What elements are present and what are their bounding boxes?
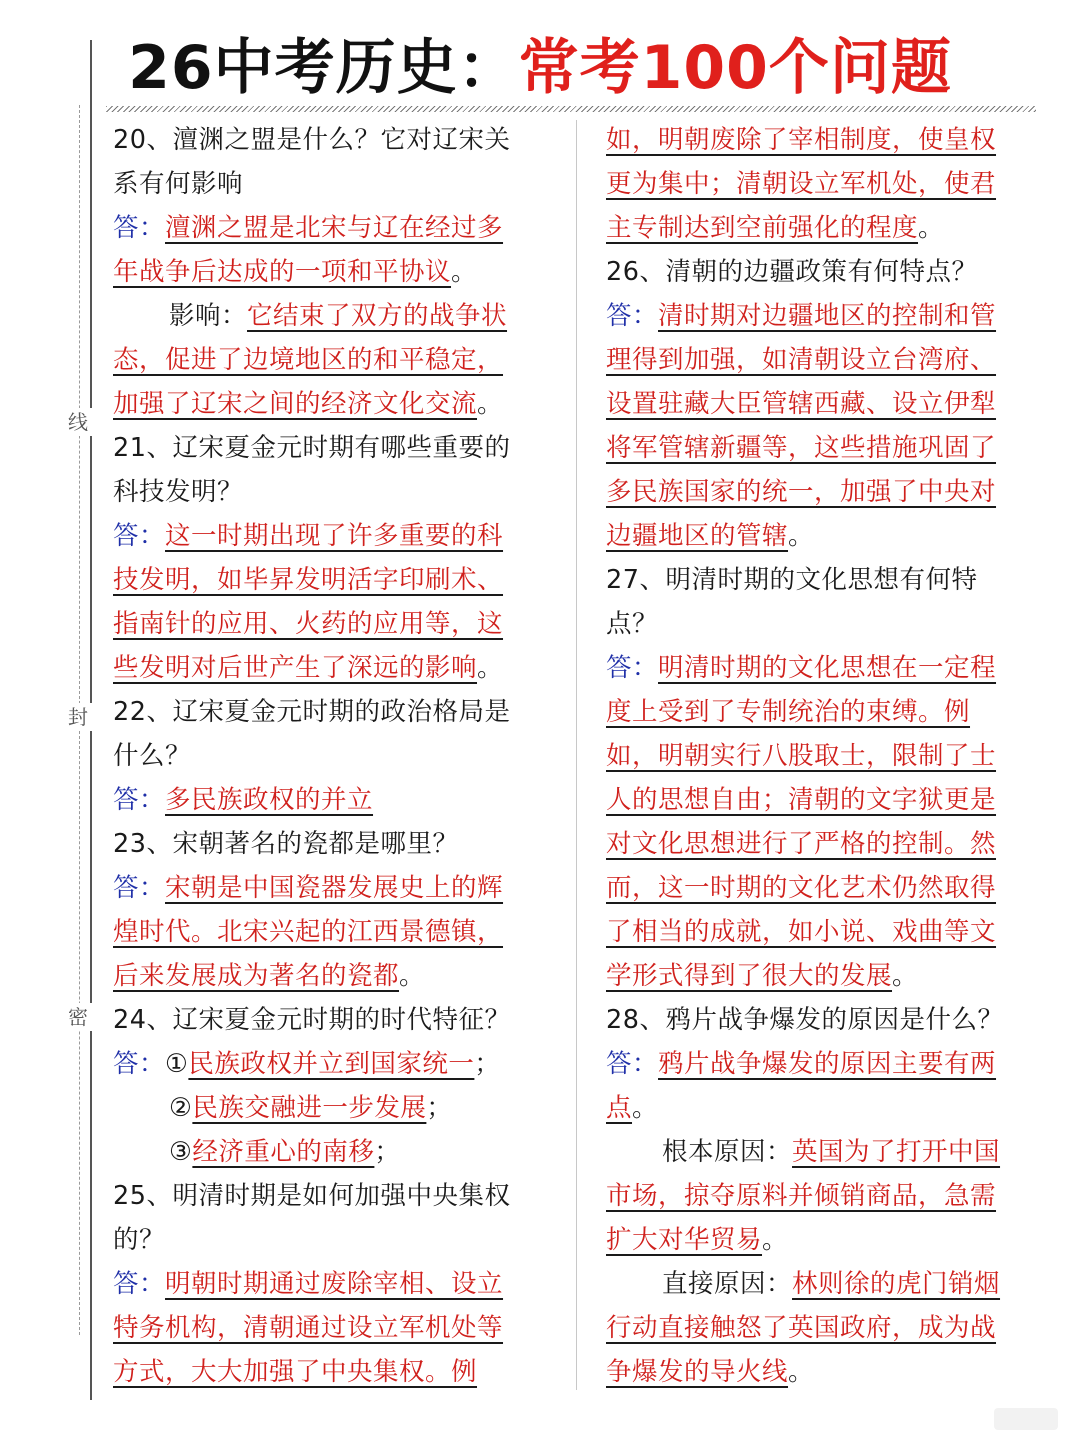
plain-text: 。: [399, 961, 426, 991]
text-line: [113, 822, 553, 866]
question-text: 22、辽宋夏金元时期的政治格局是: [113, 697, 511, 727]
answer-text: 明清时期的文化思想在一定程: [658, 653, 997, 683]
text-line: [606, 118, 1046, 162]
question-text: 27、明清时期的文化思想有何特: [606, 565, 978, 595]
answer-text: 特务机构，清朝通过设立军机处等: [113, 1313, 504, 1343]
answer-text: 宋朝是中国瓷器发展史上的辉: [165, 873, 504, 903]
plain-text: ；: [474, 1049, 501, 1079]
title-divider: [106, 106, 1036, 112]
text-line: [113, 1130, 553, 1174]
answer-text: 争爆发的导火线: [606, 1357, 789, 1387]
answer-text: 指南针的应用、火药的应用等，这: [113, 609, 504, 639]
text-line: [606, 1042, 1046, 1086]
answer-text: 更为集中；清朝设立军机处，使君: [606, 169, 997, 199]
answer-text: 煌时代。北宋兴起的江西景德镇，: [113, 917, 504, 947]
question-text: 20、澶渊之盟是什么？它对辽宋关: [113, 125, 511, 155]
answer-label: 答：: [606, 1049, 659, 1079]
right-column: [606, 118, 1046, 1394]
text-line: [606, 602, 1046, 646]
answer-text: 了相当的成就，如小说、戏曲等文: [606, 917, 997, 947]
text-line: [113, 1218, 553, 1262]
answer-text: 对文化思想进行了严格的控制。然: [606, 829, 997, 859]
plain-text: 。: [788, 1357, 815, 1387]
title-highlight: 常考100个问题: [518, 33, 952, 103]
text-line: [606, 1218, 1046, 1262]
left-column: [113, 118, 553, 1394]
text-line: [113, 338, 553, 382]
answer-text: 理得到加强，如清朝设立台湾府、: [606, 345, 997, 375]
answer-label: 答：: [113, 1269, 166, 1299]
question-text: 28、鸦片战争爆发的原因是什么？: [606, 1005, 1004, 1035]
answer-text: 澶渊之盟是北宋与辽在经过多: [165, 213, 504, 243]
answer-text: 市场，掠夺原料并倾销商品，急需: [606, 1181, 997, 1211]
plain-text: ②: [169, 1093, 193, 1123]
text-line: [606, 910, 1046, 954]
answer-text: 行动直接触怒了英国政府，成为战: [606, 1313, 997, 1343]
text-line: [113, 1262, 553, 1306]
text-line: [113, 162, 553, 206]
text-line: [113, 1174, 553, 1218]
plain-text: 。: [892, 961, 919, 991]
text-line: [606, 822, 1046, 866]
text-line: [113, 206, 553, 250]
question-text: 26、清朝的边疆政策有何特点？: [606, 257, 978, 287]
answer-label: 答：: [113, 521, 166, 551]
answer-text: 后来发展成为著名的瓷都: [113, 961, 400, 991]
plain-text: 。: [477, 653, 504, 683]
answer-text: 度上受到了专制统治的束缚。例: [606, 697, 971, 727]
text-line: [606, 514, 1046, 558]
text-line: [606, 1174, 1046, 1218]
text-line: [606, 426, 1046, 470]
text-line: [113, 426, 553, 470]
text-line: [113, 778, 553, 822]
answer-text: 林则徐的虎门销烟: [792, 1269, 1001, 1299]
question-text: 科技发明？: [113, 477, 244, 507]
plain-text: 直接原因：: [662, 1269, 793, 1299]
question-text: 21、辽宋夏金元时期有哪些重要的: [113, 433, 511, 463]
answer-text: 方式，大大加强了中央集权。例: [113, 1357, 478, 1387]
text-line: [113, 1086, 553, 1130]
plain-text: 。: [632, 1093, 659, 1123]
answer-text: 多民族国家的统一，加强了中央对: [606, 477, 997, 507]
answer-text: 设置驻藏大臣管辖西藏、设立伊犁: [606, 389, 997, 419]
answer-label: 答：: [113, 213, 166, 243]
seal-char-mi: 密: [64, 1003, 92, 1031]
question-text: 24、辽宋夏金元时期的时代特征？: [113, 1005, 511, 1035]
answer-label: 答：: [113, 1049, 166, 1079]
answer-label: 答：: [606, 301, 659, 331]
text-line: [113, 646, 553, 690]
plain-text: 。: [477, 389, 504, 419]
text-line: [113, 1042, 553, 1086]
text-line: [113, 1306, 553, 1350]
text-line: [606, 998, 1046, 1042]
text-line: [113, 734, 553, 778]
question-text: 系有何影响: [113, 169, 244, 199]
answer-text: 鸦片战争爆发的原因主要有两: [658, 1049, 997, 1079]
column-divider: [576, 120, 577, 1390]
plain-text: 。: [762, 1225, 789, 1255]
plain-text: 。: [451, 257, 478, 287]
text-line: [606, 690, 1046, 734]
text-line: [606, 1350, 1046, 1394]
answer-text: 年战争后达成的一项和平协议: [113, 257, 452, 287]
answer-label: 答：: [113, 873, 166, 903]
text-line: [113, 382, 553, 426]
question-text: 什么？: [113, 741, 192, 771]
answer-text: 将军管辖新疆等，这些措施巩固了: [606, 433, 997, 463]
answer-text: 加强了辽宋之间的经济文化交流: [113, 389, 478, 419]
question-text: 的？: [113, 1225, 166, 1255]
plain-text: 影响：: [169, 301, 248, 331]
plain-text: ①: [165, 1049, 189, 1079]
plain-text: 。: [788, 521, 815, 551]
answer-text: 扩大对华贸易: [606, 1225, 763, 1255]
text-line: [113, 1350, 553, 1394]
answer-text: 英国为了打开中国: [792, 1137, 1001, 1167]
answer-text: 人的思想自由；清朝的文字狱更是: [606, 785, 997, 815]
text-line: [113, 998, 553, 1042]
plain-text: 。: [918, 213, 945, 243]
text-line: [606, 1130, 1046, 1174]
answer-text: 些发明对后世产生了深远的影响: [113, 653, 478, 683]
text-line: [606, 734, 1046, 778]
answer-text: 点: [606, 1093, 633, 1123]
answer-label: 答：: [113, 785, 166, 815]
text-line: [606, 206, 1046, 250]
text-line: [606, 954, 1046, 998]
text-line: [113, 470, 553, 514]
answer-text: 它结束了双方的战争状: [247, 301, 508, 331]
text-line: [113, 558, 553, 602]
text-line: [113, 602, 553, 646]
text-line: [606, 338, 1046, 382]
plain-text: 根本原因：: [662, 1137, 793, 1167]
question-text: 23、宋朝著名的瓷都是哪里？: [113, 829, 459, 859]
text-line: [606, 1262, 1046, 1306]
answer-text: 民族交融进一步发展: [192, 1093, 427, 1123]
text-line: [606, 162, 1046, 206]
text-line: [113, 866, 553, 910]
text-line: [606, 646, 1046, 690]
text-line: [606, 1306, 1046, 1350]
plain-text: ；: [374, 1137, 401, 1167]
plain-text: ；: [426, 1093, 453, 1123]
text-line: [606, 558, 1046, 602]
question-text: 点？: [606, 609, 659, 639]
answer-text: 边疆地区的管辖: [606, 521, 789, 551]
answer-text: 学形式得到了很大的发展: [606, 961, 893, 991]
question-text: 25、明清时期是如何加强中央集权: [113, 1181, 511, 1211]
text-line: [113, 118, 553, 162]
answer-text: 技发明，如毕昇发明活字印刷术、: [113, 565, 504, 595]
answer-text: 明朝时期通过废除宰相、设立: [165, 1269, 504, 1299]
answer-text: 经济重心的南移: [192, 1137, 375, 1167]
answer-text: 态，促进了边境地区的和平稳定，: [113, 345, 504, 375]
answer-text: 如，明朝废除了宰相制度，使皇权: [606, 125, 997, 155]
text-line: [113, 954, 553, 998]
text-line: [606, 778, 1046, 822]
answer-text: 民族政权并立到国家统一: [188, 1049, 475, 1079]
text-line: [113, 690, 553, 734]
answer-text: 多民族政权的并立: [165, 785, 374, 815]
text-line: [606, 382, 1046, 426]
page-title: [0, 22, 1080, 114]
plain-text: ③: [169, 1137, 193, 1167]
text-line: [113, 250, 553, 294]
answer-text: 这一时期出现了许多重要的科: [165, 521, 504, 551]
answer-text: 清时期对边疆地区的控制和管: [658, 301, 997, 331]
answer-text: 主专制达到空前强化的程度: [606, 213, 919, 243]
text-line: [606, 294, 1046, 338]
text-line: [113, 294, 553, 338]
answer-label: 答：: [606, 653, 659, 683]
text-line: [606, 1086, 1046, 1130]
text-line: [113, 514, 553, 558]
text-line: [606, 866, 1046, 910]
seal-char-feng: 封: [64, 703, 92, 731]
answer-text: 而，这一时期的文化艺术仍然取得: [606, 873, 997, 903]
title-prefix: 26中考历史：: [128, 33, 519, 103]
text-line: [606, 470, 1046, 514]
text-line: [606, 250, 1046, 294]
answer-text: 如，明朝实行八股取士，限制了士: [606, 741, 997, 771]
seal-char-xian: 线: [64, 408, 92, 436]
corner-watermark: [994, 1408, 1058, 1430]
text-line: [113, 910, 553, 954]
